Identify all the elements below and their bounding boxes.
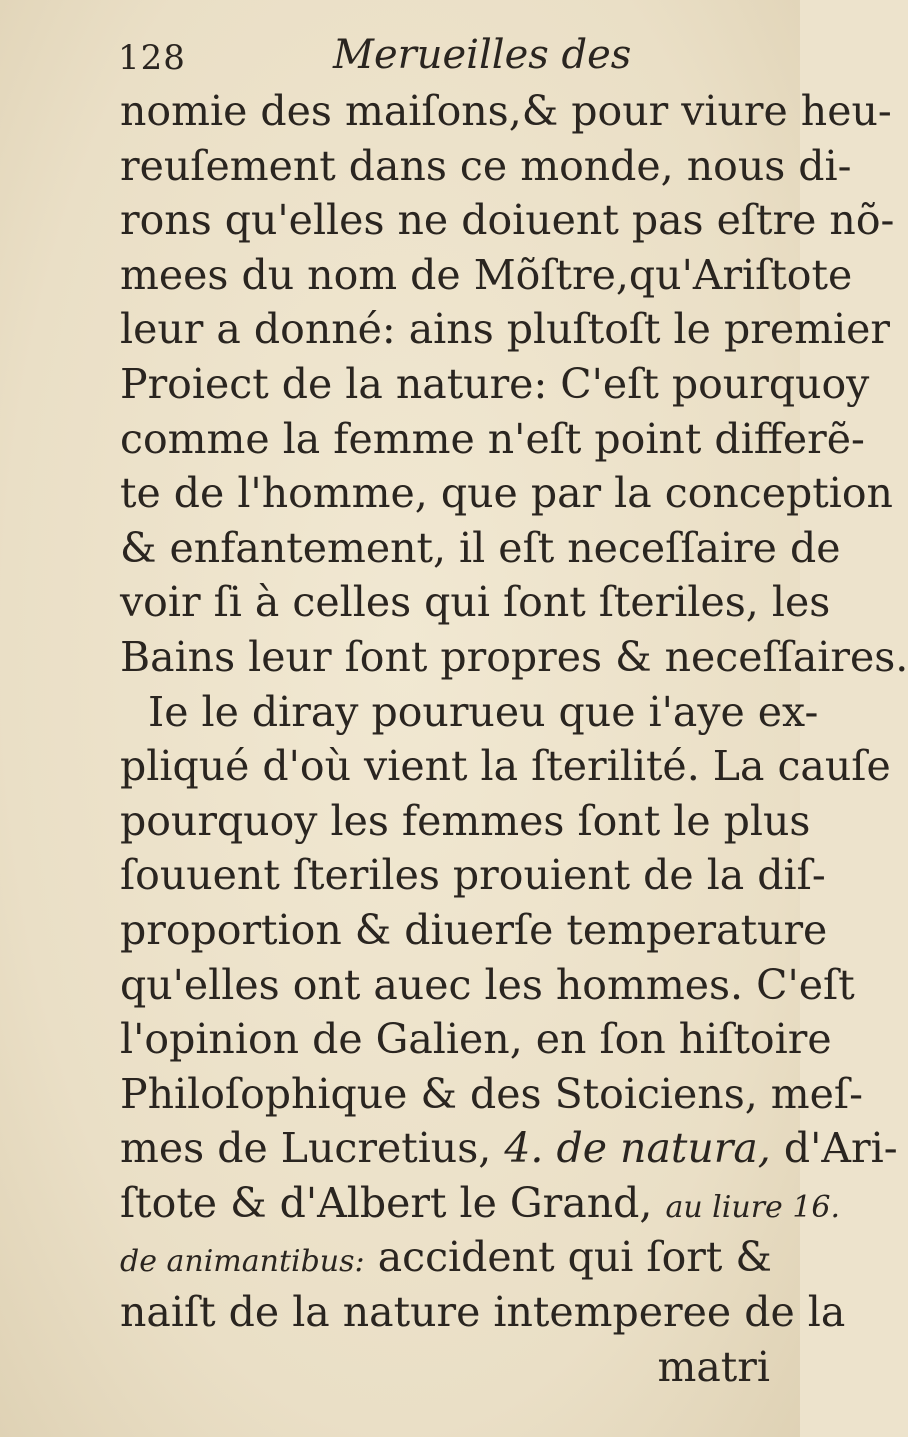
page-header [118, 28, 758, 88]
text-line: pliqué d'où vient la ſterilité. La cauſe [120, 742, 891, 791]
catchword: matri [657, 1342, 770, 1391]
text-line: comme la femme n'eſt point differẽ- [120, 414, 865, 463]
text-line: ſouuent ſteriles prouient de la diſ- [120, 851, 826, 900]
text-segment: accident qui ſort & [377, 1233, 772, 1282]
paragraph-start-line: Ie le diray pourueu que i'aye ex- [148, 687, 819, 736]
text-line: rons qu'elles ne doiuent pas eſtre nõ- [120, 196, 895, 245]
text-line [120, 1121, 898, 1176]
text-line: reuſement dans ce monde, nous di- [120, 141, 852, 190]
text-line: l'opinion de Galien, en ſon hiſtoire [120, 1015, 832, 1064]
text-line: Philoſophique & des Stoiciens, meſ- [120, 1069, 863, 1118]
text-line: pourquoy les femmes ſont le plus [120, 796, 811, 845]
text-line: qu'elles ont auec les hommes. C'eſt [120, 960, 855, 1009]
page-number: 128 [118, 38, 186, 78]
text-line: naiſt de la nature intemperee de la [120, 1288, 846, 1337]
text-line: & enfantement, il eſt neceſſaire de [120, 523, 841, 572]
text-segment: ſtote & d'Albert le Grand, [120, 1178, 653, 1227]
text-line: leur a donné: ains pluſtoſt le premier [120, 305, 890, 354]
text-line [120, 1230, 770, 1285]
text-line: Proiect de la nature: C'eſt pourquoy [120, 359, 870, 408]
running-title: Merueilles des [333, 32, 632, 78]
citation-italic: 4. de natura, [504, 1124, 771, 1173]
body-text [120, 84, 908, 1394]
text-line: Bains leur ſont propres & neceſſaires. [120, 632, 908, 681]
text-line: te de l'homme, que par la conception [120, 469, 893, 518]
text-segment: d'Ari- [783, 1124, 898, 1173]
citation-italic: au liure 16. [665, 1189, 841, 1225]
citation-italic: de animantibus: [120, 1244, 365, 1280]
text-line [120, 1176, 841, 1231]
text-line: mees du nom de Mõſtre,qu'Ariſtote [120, 250, 853, 299]
text-line: nomie des maiſons,& pour viure heu- [120, 87, 892, 135]
text-line: proportion & diuerſe temperature [120, 905, 828, 954]
text-line: voir ſi à celles qui ſont ſteriles, les [120, 578, 831, 627]
text-segment: mes de Lucretius, [120, 1124, 492, 1173]
